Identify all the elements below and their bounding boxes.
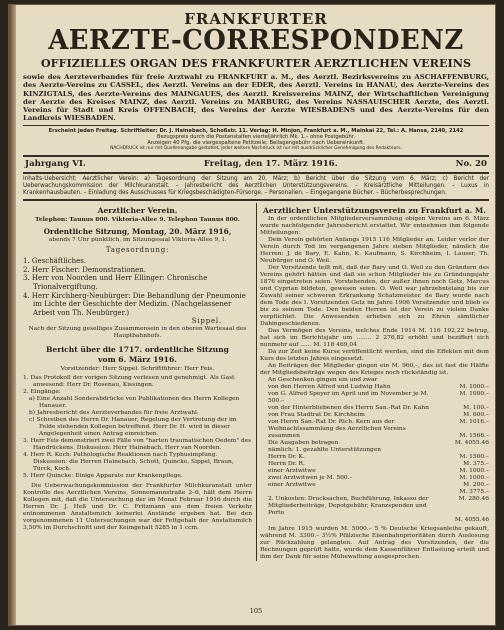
- ledger-amount: M. 1000.–: [459, 468, 489, 475]
- paragraph: In der ordentlichen Mitgliederversammlung obigen Vereins am 6. März wurde nachfolgender Jahresbericht erstattet. Wir entnehmen ihm folgende Mitteilungen:: [260, 216, 489, 237]
- masthead-subtitle: sowie des Aerzteverbandes für freie Arztwahl zu FRANKFURT a. M., des Aerztl. Bezirksvereins zu ASCHAFFENBURG, des Aerzte-Vereins zu CASSEL, des Aerztl. Vereins an der EDER, des Aerztl. Vereins in HANAU, des Aerzte-Vereins des KINZIGTALS, des Aerzte-Vereins des MAINGAUES, des Aerztl. Kreisvereins MAINZ, der Wirtschaftlichen Vereinigung der Aerzte des Kreises MAINZ, des Aerztl. Vereins zu MARBURG, des Vereins NASSAUISCHER Aerzte, des Aerztl. Vereins für Stadt und Kreis OFFENBACH, des Vereins der Aerzte WIESBADENS und des Aerzte-Vereins für den Landkreis WIESBADEN.: [23, 73, 489, 123]
- ledger-table: [260, 377, 489, 524]
- report-date: vom 6. März 1916.: [98, 355, 177, 365]
- ledger-amount: M. 4055.46: [454, 440, 489, 447]
- ledger-amount: M. 1000.–: [459, 475, 489, 482]
- list-item: 4. Herr R. Koch: Pathologische Reaktionen nach Typhusimpfung. Diskussion: die Herren Hainebach, Schott, Quincke, Sippel, Braun, Türck, Koch.: [23, 452, 234, 473]
- ledger-label: nämlich: 1. gezahlte Unterstützungen: [268, 447, 382, 454]
- ad-info: Anzeigen 40 Pfg. die viergespaltene Petitzeile; Beilagengebühr nach Uebereinkunft.: [147, 140, 365, 147]
- ledger-label: Herrn Dr. K.: [268, 454, 305, 461]
- column-rule: [256, 203, 257, 561]
- ledger-row: [260, 391, 489, 405]
- ledger-label: [260, 489, 268, 496]
- ledger-amount: M. 1500.–: [459, 454, 489, 461]
- ledger-label: von der Hinterbliebenen des Herrn San.-Rat Dr. Kahn: [268, 405, 429, 412]
- paragraph: Das Vermögen des Vereins, welches Ende 1914 M. 116 192,22 betrug, hat sich im Berichtsjahr um ........ 2 276,82 erhöht und beziffert sich nunmehr auf ...... M. 118 469,04: [260, 328, 489, 349]
- ledger-row: [260, 489, 489, 496]
- paragraph: An Beiträgen der Mitglieder gingen ein M. 960,–, das ist fast die Hälfte der Mitgliedsbeiträge wegen des Krieges noch rückständig ist.: [260, 363, 489, 377]
- divider: [23, 125, 489, 126]
- ledger-label: von Herrn San.-Rat Dr. Rich. Kern aus der Weihnachtssammlung des Aerztlichen Vereins: [268, 419, 406, 433]
- divider: [23, 172, 489, 174]
- binding-spine: [9, 5, 16, 625]
- ledger-amount: M. 1016.–: [459, 419, 489, 426]
- ledger-row: [260, 454, 489, 461]
- signature: Sippel.: [191, 317, 222, 326]
- dateline: [23, 159, 489, 170]
- list-item: c) Schreiben des Herrn Dr. Hanauer, Regelung der Vertretung der im Felde stehenden Kollegen betreffend. Herr Dr. H. wird in dieser Angelegenheit einen Antrag einreichen.: [29, 417, 237, 438]
- volume-label: Jahrgang VI.: [25, 158, 86, 169]
- ledger-amount: M. 1566.–: [459, 433, 489, 440]
- ledger-row: [260, 405, 489, 412]
- list-item: 2. Herr Fischer: Demonstrationen.: [23, 265, 146, 274]
- ledger-label: einer Arztwitwe: [268, 468, 316, 475]
- ledger-row: [260, 412, 489, 419]
- ledger-label: zwei Arztwitwen je M. 500.–: [268, 475, 353, 482]
- list-item: b) Jahresbericht des Aerzteverbandes für freie Arztwahl.: [29, 410, 199, 417]
- ledger-amount: M. 3775.–: [459, 489, 489, 496]
- ledger-label: von G. Alfred Speyer im April und im November je M. 500.–: [268, 391, 429, 405]
- paragraph: Da zur Zeit keine Kurse veröffentlicht werden, sind die Effekten mit dem Kurs des letzten Jahres eingesetzt.: [260, 349, 489, 363]
- list-item: 3. Herr Feis demonstriert zwei Fälle von "harten traumatischen Oedem" des Handrückens. Diskussion: Herr Hainebach, Herr van Noorden.: [23, 438, 252, 452]
- ledger-row: [260, 377, 489, 384]
- agenda-heading: Tagesordnung:: [105, 246, 170, 255]
- list-item: 5. Herr Quincke: Einige Apparate zur Krankenpflege.: [23, 473, 183, 480]
- ledger-amount: M. 200.–: [463, 482, 489, 489]
- table-of-contents: Inhalts-Uebersicht: Aerztlicher Verein: a) Tagesordnung der Sitzung am 20. März; b) Bericht über die Sitzung vom 6. März; c) Bericht der Ueberwachungskommission der Milchkuranstalt. – Jahresbericht des Aerztlichen Unterstützungsvereins. – Kreisärztliche Mitteilungen. – Luxus in Krankenhausbauten. – Einladung des Ausschusses für Kriegsbeschädigten-Fürsorge. – Personalien. – Eingegangene Bücher. – Bücherbesprechungen.: [23, 175, 489, 196]
- ledger-amount: M. 1000.–: [459, 384, 489, 391]
- reprint-notice: NACHDRUCK ist nur mit Quellenangabe gestattet, jeder weitere Nachdruck ist nur mit ausdrücklicher Genehmigung des Redakteurs.: [110, 146, 402, 152]
- list-item: 1. Das Protokoll der vorigen Sitzung verlesen und genehmigt. Als Gast anwesend: Herr Dr. Rosenau, Kissingen.: [23, 375, 235, 389]
- meeting-note: Nach der Sitzung geselliges Zusammensein in den oberen Wartesaal des Hauptbahnhofs.: [28, 326, 247, 340]
- section-heading: Aerztlicher Verein.: [97, 206, 178, 216]
- milk-commission-report: Die Ueberwachungskommission der Frankfurter Milchkuranstalt unter Kontrolle des Aerztlichen Vereins, Sonnemannstraße 2–6, hält dem Herrn Kollegen mit, daß die Untersuchung der im Monat Februar 1916 durch die Herren Dr. J. Heß und Dr. C. Fritzmann aus dem freien Verkehr entnommenen Anstaltsmilch keinerlei Anstände ergeben hat. Bei den vorgenommenen 11 Untersuchungen war der Fettgehalt der Anstaltsmilch 3,50% im Durchschnitt und der Keimgehalt 5285 in 1 ccm.: [23, 483, 252, 532]
- ledger-row: [260, 440, 489, 447]
- ledger-amount: M. 375.–: [463, 461, 489, 468]
- issue-date: Freitag, den 17. März 1916.: [203, 158, 338, 169]
- meeting-heading: Ordentliche Sitzung, Montag, 20. März 1916,: [43, 227, 232, 237]
- page-content: [23, 11, 489, 621]
- chairs-line: Vorsitzender: Herr Sippel. Schriftführer: Herr Feis.: [60, 366, 215, 373]
- ledger-label: von Frau Stadtrat Dr. Kirchheim: [268, 412, 365, 419]
- report-heading: Bericht über die 1717. ordentliche Sitzung: [46, 345, 229, 355]
- masthead-title: AERZTE-CORRESPONDENZ: [48, 25, 464, 56]
- ledger-label: zusammen: [268, 433, 300, 440]
- phone-line: Telephon: Taunus 800. Viktoria-Allee 9. Telephon Taunus 800.: [35, 216, 240, 224]
- meeting-time: abends 7 Uhr pünktlich, im Sitzungssaal Viktoria-Allee 9, I.: [48, 237, 227, 244]
- divider: [23, 155, 489, 157]
- paragraph: Dem Verein gehörten Anfangs 1915 116 Mitglieder an. Leider verlor der Verein durch Tod im vergangenen Jahre sieben Mitglieder, nämlich die Herren: J. de Bary, E. Kahn, K. Kaufmann, S. Kirchheim, I. Lauser, Th. Neubürger und O. Weil.: [260, 237, 489, 265]
- agenda-list: [23, 257, 252, 317]
- ledger-row: [260, 517, 489, 524]
- issue-number: No. 20: [455, 158, 487, 169]
- ledger-row: [260, 475, 489, 482]
- ledger-label: [260, 517, 268, 524]
- paragraph: Im Jahre 1915 wurden M. 5000.– 5 % Deutsche Kriegsanleihe gekauft, während M. 3300.– 3½% Pfälzische Eisenbahnprioritäten durch Auslosung zur Rückzahlung gelangten. Auf Antrag des Vorsitzenden, der die Rechnungen geprüft hatte, wurde dem Kassenführer Entlastung erteilt und ihm der Dank für seine Mühewaltung ausgesprochen.: [260, 526, 489, 561]
- left-column: [23, 203, 252, 561]
- list-item: a) Eine Anzahl Sonderabdrücke von Publikationen des Herrn Kollegen Hanauer.: [29, 396, 240, 410]
- ledger-amount: M. 600.–: [463, 412, 489, 419]
- ledger-amount: M. 100.–: [463, 405, 489, 412]
- ledger-row: [260, 461, 489, 468]
- ledger-amount: M. 280.46: [458, 496, 489, 503]
- ledger-label: An Geschenken gingen ein und zwar: [268, 377, 378, 384]
- two-column-body: [23, 203, 489, 561]
- ledger-label: von den Herren Alfred und Ludwig Hahn: [268, 384, 391, 391]
- page-number: 105: [249, 607, 263, 615]
- ledger-row: [260, 468, 489, 475]
- ledger-label: einer Arztwitwe: [268, 482, 316, 489]
- right-column: [260, 203, 489, 561]
- list-item: 1. Geschäftliches.: [23, 257, 87, 266]
- masthead-line1: FRANKFURTER: [184, 10, 328, 28]
- ledger-row: [260, 433, 489, 440]
- publisher-info: Erscheint jeden Freitag. Schriftleiter: Dr. J. Hainebach, Schoßstr. 11. Verlag: H. Minjon, Frankfurt a. M., Mainkai 22, Tel.: A. Hansa, 2140, 2142: [48, 127, 464, 134]
- section-heading: Aerztlicher Unterstützungsverein zu Frankfurt a. M.: [263, 206, 486, 216]
- divider: [23, 199, 489, 201]
- ledger-label: Herrn Dr. R.: [268, 461, 305, 468]
- ledger-row: [260, 419, 489, 433]
- ledger-row: [260, 384, 489, 391]
- ledger-row: [260, 447, 489, 454]
- ledger-row: [260, 496, 489, 517]
- ledger-row: [260, 482, 489, 489]
- ledger-amount: M. 4055.46: [454, 517, 489, 524]
- price-info: Bezugspreis durch die Postanstalten vierteljährlich Mk. 1.– ohne Postgebühr.: [156, 133, 356, 140]
- paragraph: Der Vorsitzende teilt mit, daß der Bary und O. Weil zu den Gründern des Vereins gehört hätten und daß sie schon Mitglieder bis zu Gründungsjahr 1876 eingetreten seien. Vorstehenden, der außer ihnen noch Getz, Marcus und Cyprian bildeten, gewesen seien. O. Weil war jahrzehntelang bis zur Zuwahl seiner schweren Erkrankung Schatzmeister. de Bary wurde nach dem Tode des I. Vorsitzenden Getz im Jahre 1906 Vorsitzender und blieb es bis zu seinem Tode. Den beiden Herren ist der Verein zu vielem Danke verpflichtet. Die Anwesenden erheben sich zu Ehren sämtlicher Dahingeschiedenen.: [260, 265, 489, 328]
- ledger-label: Die Ausgaben betragen: [268, 440, 339, 447]
- list-item: 2. Eingänge:: [23, 389, 61, 396]
- masthead-organ: OFFIZIELLES ORGAN DES FRANKFURTER AERZTLICHEN VEREINS: [40, 56, 472, 70]
- list-item: 3. Herr von Noorden und Herr Ellinger: Chronische Trionalvergiftung.: [23, 274, 208, 291]
- list-item: 4. Herr Kirchberg-Neubürger: Die Behandlung der Pneumonie im Lichte der Geschichte der Medizin. (Nachgelassener Arbeit von Th. Neubürger.): [23, 291, 246, 317]
- ledger-amount: M. 1000.–: [459, 391, 489, 398]
- ledger-label: 2. Unkosten: Drucksachen, Buchführung, Inkasso der Mitgliederbeiträge, Depotgebühr, Kranzspenden und Porto: [268, 496, 429, 517]
- newspaper-page: [8, 4, 496, 626]
